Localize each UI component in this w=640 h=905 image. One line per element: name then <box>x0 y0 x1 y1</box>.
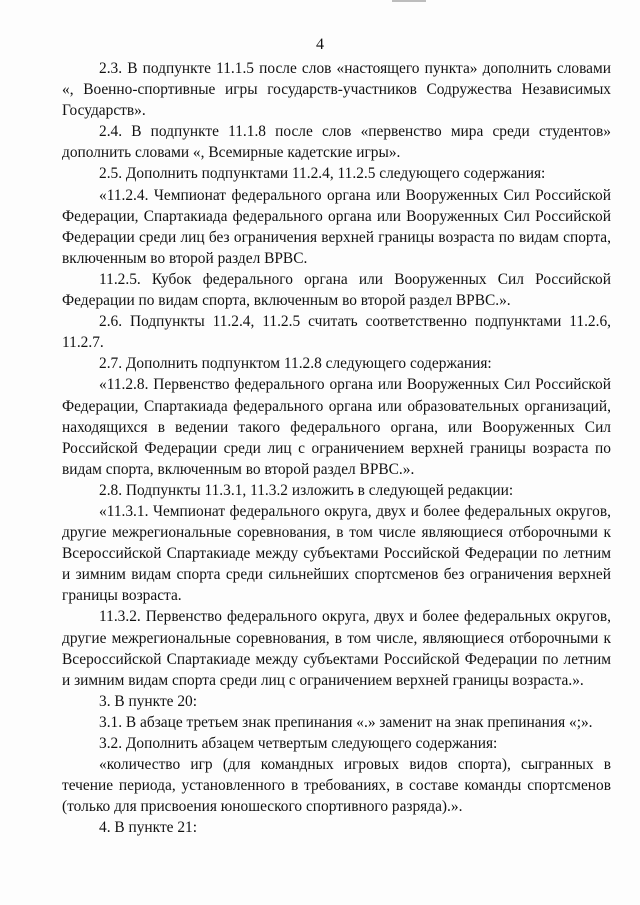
paragraph-3: 3. В пункте 20: <box>99 692 198 710</box>
paragraph-3-2: 3.2. Дополнить абзацем четвертым следующего содержания: <box>99 735 498 752</box>
paragraph-quote-count: «количество игр (для командных игровых видов спорта), сыгранных в течение периода, установленного в требованиях, в составе команды спортсменов (только для присвоения юношеского спортивного разряда).». <box>62 756 611 816</box>
document-body <box>62 58 611 838</box>
paragraph-2-8: 2.8. Подпункты 11.3.1, 11.3.2 изложить в следующей редакции: <box>99 481 514 499</box>
paragraph-2-4: 2.4. В подпункте 11.1.8 после слов «первенство мира среди студентов» дополнить словами «, Всемирные кадетские игры». <box>62 123 611 162</box>
paragraph-2-5: 2.5. Дополнить подпунктами 11.2.4, 11.2.5 следующего содержания: <box>99 165 546 183</box>
paragraph-4: 4. В пункте 21: <box>99 819 198 837</box>
scan-mark <box>392 0 426 2</box>
paragraph-11-3-2: 11.3.2. Первенство федерального округа, двух и более федеральных округов, другие межрегиональные соревнования, в том числе, являющиеся отборочными к Всероссийской Спартакиаде между субъектами Российской Федерации по летним и зимним видам спорта среди лиц с ограничением верхней границы возраста.». <box>62 608 611 689</box>
paragraph-2-7: 2.7. Дополнить подпунктом 11.2.8 следующего содержания: <box>99 355 492 373</box>
paragraph-11-2-8: «11.2.8. Первенство федерального органа или Вооруженных Сил Российской Федерации, Спартакиада федерального органа или образовательных организаций, находящихся в ведении такого федерального органа, или Вооруженных Сил Российской Федерации среди лиц с ограничением верхней границы возраста по видам спорта, включенным во второй раздел ВРВС.». <box>62 376 611 478</box>
paragraph-11-2-4: «11.2.4. Чемпионат федерального органа или Вооруженных Сил Российской Федерации, Спартакиада федерального органа или Вооруженных Сил Российской Федерации среди лиц без ограничения верхней границы возраста по видам спорта, включенным во второй раздел ВРВС. <box>62 186 611 267</box>
paragraph-11-2-5: 11.2.5. Кубок федерального органа или Вооруженных Сил Российской Федерации по видам спорта, включенным во второй раздел ВРВС.». <box>62 270 611 310</box>
paragraph-3-1: 3.1. В абзаце третьем знак препинания «.» заменит на знак препинания «;». <box>99 713 593 731</box>
paragraph-2-3: 2.3. В подпункте 11.1.5 после слов «настоящего пункта» дополнить словами «, Военно-спортивные игры государств-участников Содружества Независимых Государств». <box>62 60 611 120</box>
paragraph-2-6: 2.6. Подпункты 11.2.4, 11.2.5 считать соответственно подпунктами 11.2.6, 11.2.7. <box>62 313 611 352</box>
page-number: 4 <box>316 36 324 53</box>
paragraph-11-3-1: «11.3.1. Чемпионат федерального округа, двух и более федеральных округов, другие межрегиональные соревнования, в том числе являющиеся отборочными к Всероссийской Спартакиаде между субъектами Российской Федерации по летним и зимним видам спорта среди сильнейших спортсменов без ограничения верхней границы возраста. <box>62 502 611 605</box>
